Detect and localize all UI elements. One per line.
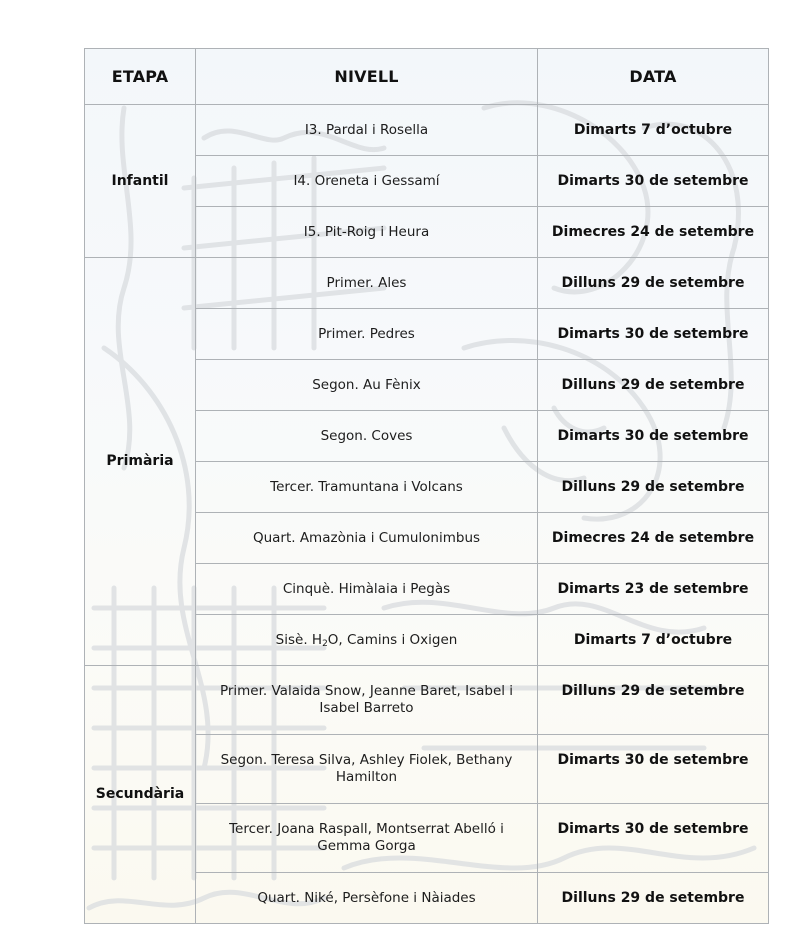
table-row	[85, 105, 769, 156]
date-cell: Dimarts 7 d’octubre	[538, 105, 769, 156]
table-row	[85, 258, 769, 309]
header-stage: ETAPA	[85, 49, 196, 105]
date-cell: Dimecres 24 de setembre	[538, 513, 769, 564]
level-cell: I3. Pardal i Rosella	[196, 105, 538, 156]
date-cell: Dilluns 29 de setembre	[538, 666, 769, 735]
date-cell: Dimarts 30 de setembre	[538, 411, 769, 462]
level-prefix: Sisè. H	[275, 631, 323, 648]
date-cell: Dimarts 7 d’octubre	[538, 615, 769, 666]
level-cell: Primer. Valaida Snow, Jeanne Baret, Isabel i Isabel Barreto	[196, 666, 538, 735]
level-cell: Quart. Amazònia i Cumulonimbus	[196, 513, 538, 564]
date-cell: Dimarts 30 de setembre	[538, 804, 769, 873]
level-cell	[196, 615, 538, 666]
date-cell: Dilluns 29 de setembre	[538, 258, 769, 309]
table-row	[85, 666, 769, 735]
date-cell: Dimarts 30 de setembre	[538, 156, 769, 207]
date-cell: Dimarts 30 de setembre	[538, 735, 769, 804]
schedule-table	[84, 48, 769, 924]
level-cell: Tercer. Joana Raspall, Montserrat Abelló i Gemma Gorga	[196, 804, 538, 873]
level-cell: Cinquè. Himàlaia i Pegàs	[196, 564, 538, 615]
stage-cell-primaria: Primària	[85, 258, 196, 666]
level-cell: Segon. Coves	[196, 411, 538, 462]
level-subscript: 2	[322, 638, 328, 649]
level-cell: I5. Pit-Roig i Heura	[196, 207, 538, 258]
stage-cell-infantil: Infantil	[85, 105, 196, 258]
level-suffix: O, Camins i Oxigen	[327, 631, 458, 648]
date-cell: Dilluns 29 de setembre	[538, 462, 769, 513]
header-level: NIVELL	[196, 49, 538, 105]
date-cell: Dimarts 30 de setembre	[538, 309, 769, 360]
level-cell: Tercer. Tramuntana i Volcans	[196, 462, 538, 513]
level-cell: Primer. Ales	[196, 258, 538, 309]
date-cell: Dilluns 29 de setembre	[538, 360, 769, 411]
level-cell: Primer. Pedres	[196, 309, 538, 360]
header-date: DATA	[538, 49, 769, 105]
level-cell: Quart. Niké, Persèfone i Nàiades	[196, 873, 538, 924]
date-cell: Dimecres 24 de setembre	[538, 207, 769, 258]
level-cell: I4. Oreneta i Gessamí	[196, 156, 538, 207]
date-cell: Dilluns 29 de setembre	[538, 873, 769, 924]
date-cell: Dimarts 23 de setembre	[538, 564, 769, 615]
level-cell: Segon. Au Fènix	[196, 360, 538, 411]
level-cell: Segon. Teresa Silva, Ashley Fiolek, Bethany Hamilton	[196, 735, 538, 804]
stage-cell-secundaria: Secundària	[85, 666, 196, 924]
